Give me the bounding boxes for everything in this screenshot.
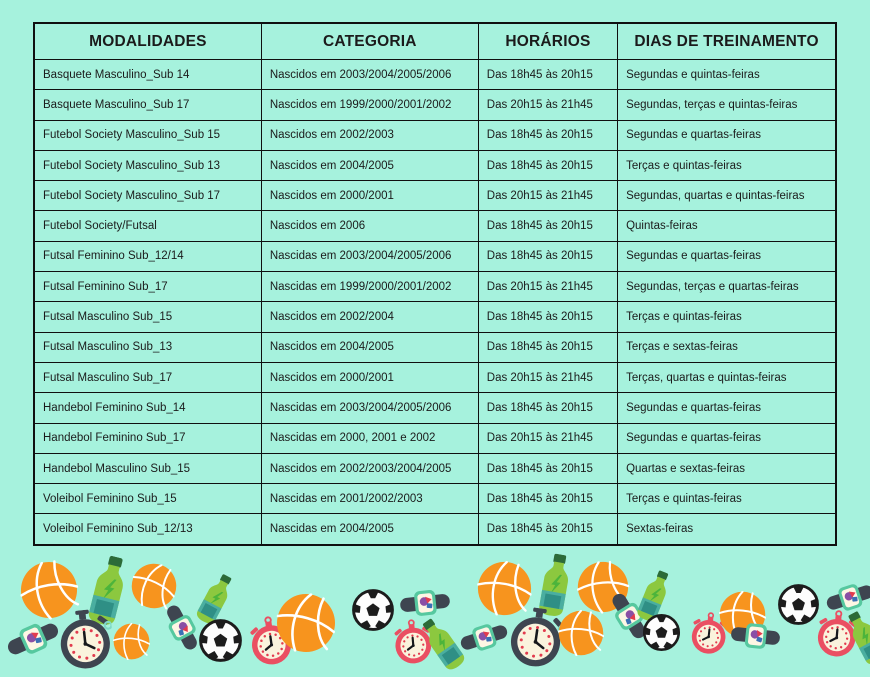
table-row <box>35 453 835 483</box>
table-cell: Nascidas em 2004/2005 <box>261 514 478 543</box>
table-cell: Futsal Masculino Sub_13 <box>43 341 173 354</box>
table-cell: Das 18h45 às 20h15 <box>478 393 617 422</box>
table-cell: Basquete Masculino_Sub 14 <box>43 68 190 81</box>
table-cell: Nascidos em 2002/2003 <box>261 121 478 150</box>
table-cell: Handebol Feminino Sub_14 <box>43 401 186 414</box>
table-row <box>35 332 835 362</box>
table-cell: Segundas, quartas e quintas-feiras <box>617 181 835 210</box>
watch-icon <box>457 617 511 658</box>
table-cell: Das 18h45 às 20h15 <box>478 60 617 89</box>
table-cell: Futsal Masculino Sub_17 <box>43 371 173 384</box>
header-cell: CATEGORIA <box>261 24 478 59</box>
table-cell: Segundas e quartas-feiras <box>617 393 835 422</box>
table-row <box>35 301 835 331</box>
table-cell: Nascidos em 2006 <box>261 211 478 240</box>
table-cell: Das 20h15 às 21h45 <box>478 272 617 301</box>
table-cell: Nascidos em 2000/2001 <box>261 181 478 210</box>
table-cell: Das 20h15 às 21h45 <box>478 181 617 210</box>
table-cell: Nascidas em 2003/2004/2005/2006 <box>261 393 478 422</box>
soccer-icon <box>777 583 820 626</box>
stopwatch-pink-icon <box>814 608 860 659</box>
table-cell: Nascidas em 2000, 2001 e 2002 <box>261 424 478 453</box>
table-cell: Das 18h45 às 20h15 <box>478 333 617 362</box>
bottle-icon <box>414 612 473 677</box>
table-cell: Nascidos em 2004/2005 <box>261 333 478 362</box>
watch-icon <box>399 586 452 619</box>
basketball-icon <box>719 591 766 638</box>
table-cell: Futsal Masculino Sub_15 <box>43 311 173 324</box>
table-cell: Quartas e sextas-feiras <box>617 454 835 483</box>
table-cell: Das 18h45 às 20h15 <box>478 454 617 483</box>
basketball-icon <box>475 559 535 619</box>
table-cell: Sextas-feiras <box>617 514 835 543</box>
table-row <box>35 423 835 453</box>
table-cell: Das 20h15 às 21h45 <box>478 424 617 453</box>
table-cell: Das 20h15 às 21h45 <box>478 363 617 392</box>
table-row <box>35 392 835 422</box>
table-cell: Segundas e quartas-feiras <box>617 424 835 453</box>
stopwatch-pink-icon <box>391 617 435 666</box>
table-cell: Das 20h15 às 21h45 <box>478 90 617 119</box>
table-row <box>35 59 835 89</box>
soccer-icon <box>198 618 243 663</box>
table-row <box>35 89 835 119</box>
table-cell: Terças e quintas-feiras <box>617 484 835 513</box>
table-row <box>35 241 835 271</box>
header-cell: DIAS DE TREINAMENTO <box>617 24 835 59</box>
table-cell: Futsal Feminino Sub_17 <box>43 280 168 293</box>
basketball-icon <box>558 610 604 656</box>
table-cell: Das 18h45 às 20h15 <box>478 484 617 513</box>
table-row <box>35 120 835 150</box>
table-row <box>35 271 835 301</box>
watch-icon <box>730 620 782 653</box>
table-cell: Futebol Society Masculino_Sub 17 <box>43 189 221 202</box>
table-cell: Segundas e quintas-feiras <box>617 60 835 89</box>
table-cell: Futebol Society Masculino_Sub 13 <box>43 159 221 172</box>
table-cell: Handebol Feminino Sub_17 <box>43 432 186 445</box>
basketball-icon <box>271 588 341 658</box>
stopwatch-dark-icon <box>54 607 116 674</box>
table-cell: Voleibol Feminino Sub_15 <box>43 492 177 505</box>
header-cell: HORÁRIOS <box>478 24 617 59</box>
table-cell: Das 18h45 às 20h15 <box>478 151 617 180</box>
table-row <box>35 513 835 543</box>
watch-icon <box>604 587 654 644</box>
header-cell: MODALIDADES <box>89 32 207 50</box>
table-cell: Nascidos em 1999/2000/2001/2002 <box>261 90 478 119</box>
basketball-icon <box>573 557 633 617</box>
table-cell: Das 18h45 às 20h15 <box>478 514 617 543</box>
table-cell: Das 18h45 às 20h15 <box>478 211 617 240</box>
basketball-icon <box>113 623 150 660</box>
table-cell: Voleibol Feminino Sub_12/13 <box>43 523 193 536</box>
table-body <box>35 59 835 544</box>
table-cell: Das 18h45 às 20h15 <box>478 302 617 331</box>
schedule-table <box>33 22 837 546</box>
stopwatch-dark-icon <box>504 604 568 672</box>
table-cell: Segundas, terças e quintas-feiras <box>617 90 835 119</box>
table-row <box>35 362 835 392</box>
table-cell: Nascidos em 2000/2001 <box>261 363 478 392</box>
watch-icon <box>159 600 205 655</box>
basketball-icon <box>125 557 184 616</box>
table-cell: Basquete Masculino_Sub 17 <box>43 98 190 111</box>
bottle-icon <box>838 606 870 671</box>
table-row <box>35 210 835 240</box>
bottle-icon <box>630 566 678 626</box>
watch-icon <box>823 577 870 618</box>
bottle-icon <box>80 552 136 631</box>
basketball-icon <box>13 554 84 625</box>
table-cell: Nascidos em 2002/2003/2004/2005 <box>261 454 478 483</box>
watch-icon <box>2 614 64 663</box>
table-cell: Nascidos em 2004/2005 <box>261 151 478 180</box>
stopwatch-pink-icon <box>246 613 297 669</box>
table-cell: Segundas e quartas-feiras <box>617 121 835 150</box>
table-cell: Nascidos em 2002/2004 <box>261 302 478 331</box>
soccer-icon <box>642 613 681 652</box>
bottle-icon <box>532 551 579 620</box>
table-cell: Nascidas em 2001/2002/2003 <box>261 484 478 513</box>
table-cell: Terças e sextas-feiras <box>617 333 835 362</box>
table-cell: Segundas, terças e quartas-feiras <box>617 272 835 301</box>
table-cell: Futebol Society Masculino_Sub 15 <box>43 129 221 142</box>
bottle-icon <box>189 569 240 630</box>
table-cell: Nascidas em 1999/2000/2001/2002 <box>261 272 478 301</box>
table-row <box>35 483 835 513</box>
table-cell: Quintas-feiras <box>617 211 835 240</box>
table-cell: Futebol Society/Futsal <box>43 220 157 233</box>
table-cell: Das 18h45 às 20h15 <box>478 121 617 150</box>
table-cell: Nascidos em 2003/2004/2005/2006 <box>261 60 478 89</box>
table-cell: Futsal Feminino Sub_12/14 <box>43 250 184 263</box>
table-cell: Nascidas em 2003/2004/2005/2006 <box>261 242 478 271</box>
stopwatch-pink-icon <box>688 610 730 657</box>
table-cell: Das 18h45 às 20h15 <box>478 242 617 271</box>
table-cell: Handebol Masculino Sub_15 <box>43 462 191 475</box>
table-row <box>35 150 835 180</box>
table-header-row <box>35 24 835 59</box>
table-row <box>35 180 835 210</box>
table-cell: Terças e quintas-feiras <box>617 302 835 331</box>
soccer-icon <box>351 588 395 632</box>
table-cell: Terças e quintas-feiras <box>617 151 835 180</box>
table-cell: Segundas e quartas-feiras <box>617 242 835 271</box>
table-cell: Terças, quartas e quintas-feiras <box>617 363 835 392</box>
